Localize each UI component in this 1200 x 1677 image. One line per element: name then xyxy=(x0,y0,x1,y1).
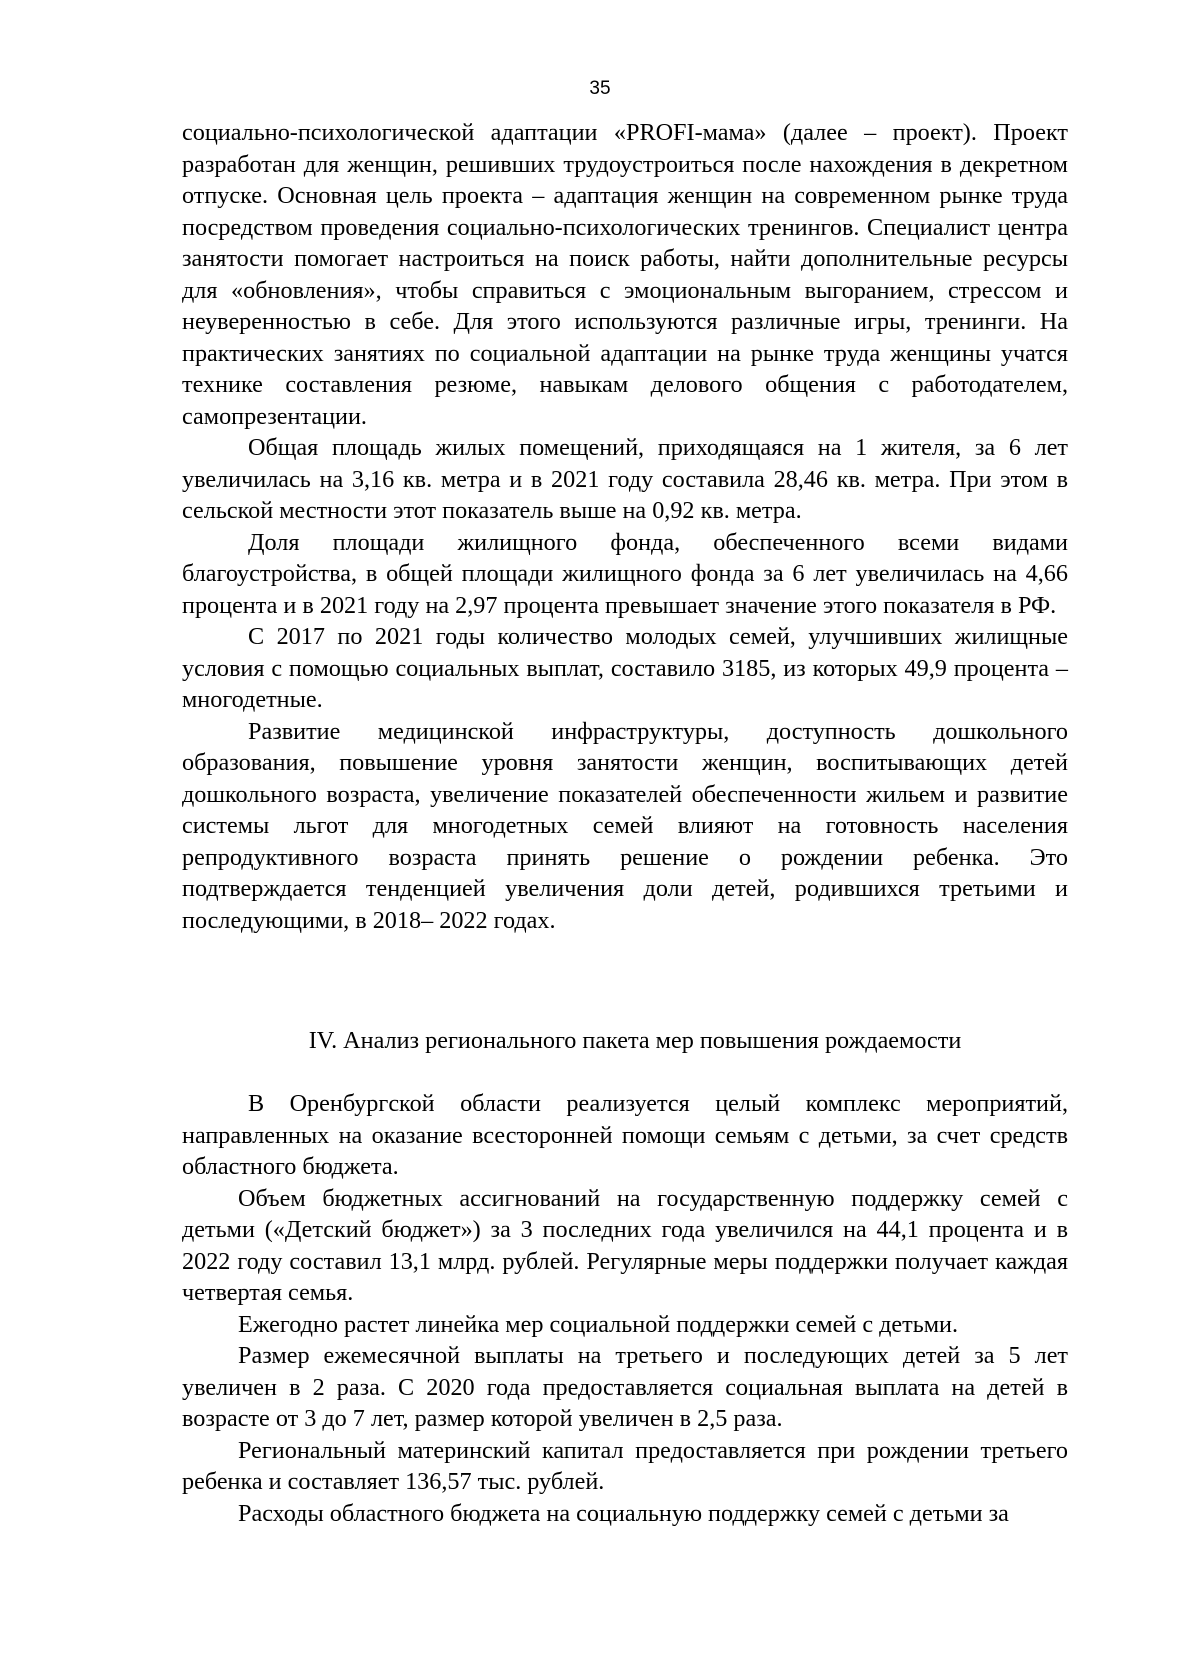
text-section-bottom xyxy=(182,1088,1068,1529)
paragraph-housing-share: Доля площади жилищного фонда, обеспеченного всеми видами благоустройства, в общей площади жилищного фонда за 6 лет увеличилась на 4,66 процента и в 2021 году на 2,97 процента превышает значение этого показателя в РФ. xyxy=(182,528,1068,619)
section-heading: IV. Анализ регионального пакета мер повышения рождаемости xyxy=(308,1027,962,1054)
page-number: 35 xyxy=(589,78,611,99)
paragraph-maternity-capital: Региональный материнский капитал предоставляется при рождении третьего ребенка и составляет 136,57 тыс. рублей. xyxy=(182,1436,1068,1495)
paragraph-support-line: Ежегодно растет линейка мер социальной поддержки семей с детьми. xyxy=(238,1310,959,1338)
text-section-top xyxy=(182,117,1068,936)
paragraph-profi-mama: социально-психологической адаптации «PROFI-мама» (далее – проект). Проект разработан для женщин, решивших трудоустроиться после нахождения в декретном отпуске. Основная цель проекта – адаптация женщин на современном рынке труда посредством проведения социально-психологических тренингов. Специалист центра занятости помогает настроиться на поиск работы, найти дополнительные ресурсы для «обновления», чтобы справиться с эмоциональным выгоранием, стрессом и неуверенностью в себе. Для этого используются различные игры, тренинги. На практических занятиях по социальной адаптации на рынке труда женщины учатся технике составления резюме, навыкам делового общения с работодателем, самопрезентации. xyxy=(182,119,1068,430)
paragraph-budget-expenses: Расходы областного бюджета на социальную поддержку семей с детьми за xyxy=(238,1499,1009,1527)
paragraph-young-families: С 2017 по 2021 годы количество молодых семей, улучшивших жилищные условия с помощью социальных выплат, составило 3185, из которых 49,9 процента – многодетные. xyxy=(182,623,1068,713)
paragraph-monthly-payment: Размер ежемесячной выплаты на третьего и последующих детей за 5 лет увеличен в 2 раза. С 2020 года предоставляется социальная выплата на детей в возрасте от 3 до 7 лет, размер которой увеличен в 2,5 раза. xyxy=(182,1342,1068,1432)
paragraph-orenburg-measures: В Оренбургской области реализуется целый комплекс мероприятий, направленных на оказание всесторонней помощи семьям с детьми, за счет средств областного бюджета. xyxy=(182,1090,1068,1180)
paragraph-infrastructure: Развитие медицинской инфраструктуры, доступность дошкольного образования, повышение уровня занятости женщин, воспитывающих детей дошкольного возраста, увеличение показателей обеспеченности жильем и развитие системы льгот для многодетных семей влияют на готовность населения репродуктивного возраста принять решение о рождении ребенка. Это подтверждается тенденцией увеличения доли детей, родившихся третьими и последующими, в 2018– 2022 годах. xyxy=(182,717,1068,934)
paragraph-living-area: Общая площадь жилых помещений, приходящаяся на 1 жителя, за 6 лет увеличилась на 3,16 кв. метра и в 2021 году составила 28,46 кв. метра. При этом в сельской местности этот показатель выше на 0,92 кв. метра. xyxy=(182,434,1068,524)
paragraph-children-budget: Объем бюджетных ассигнований на государственную поддержку семей с детьми («Детский бюджет») за 3 последних года увеличился на 44,1 процента и в 2022 году составил 13,1 млрд. рублей. Регулярные меры поддержки получает каждая четвертая семья. xyxy=(182,1184,1068,1306)
